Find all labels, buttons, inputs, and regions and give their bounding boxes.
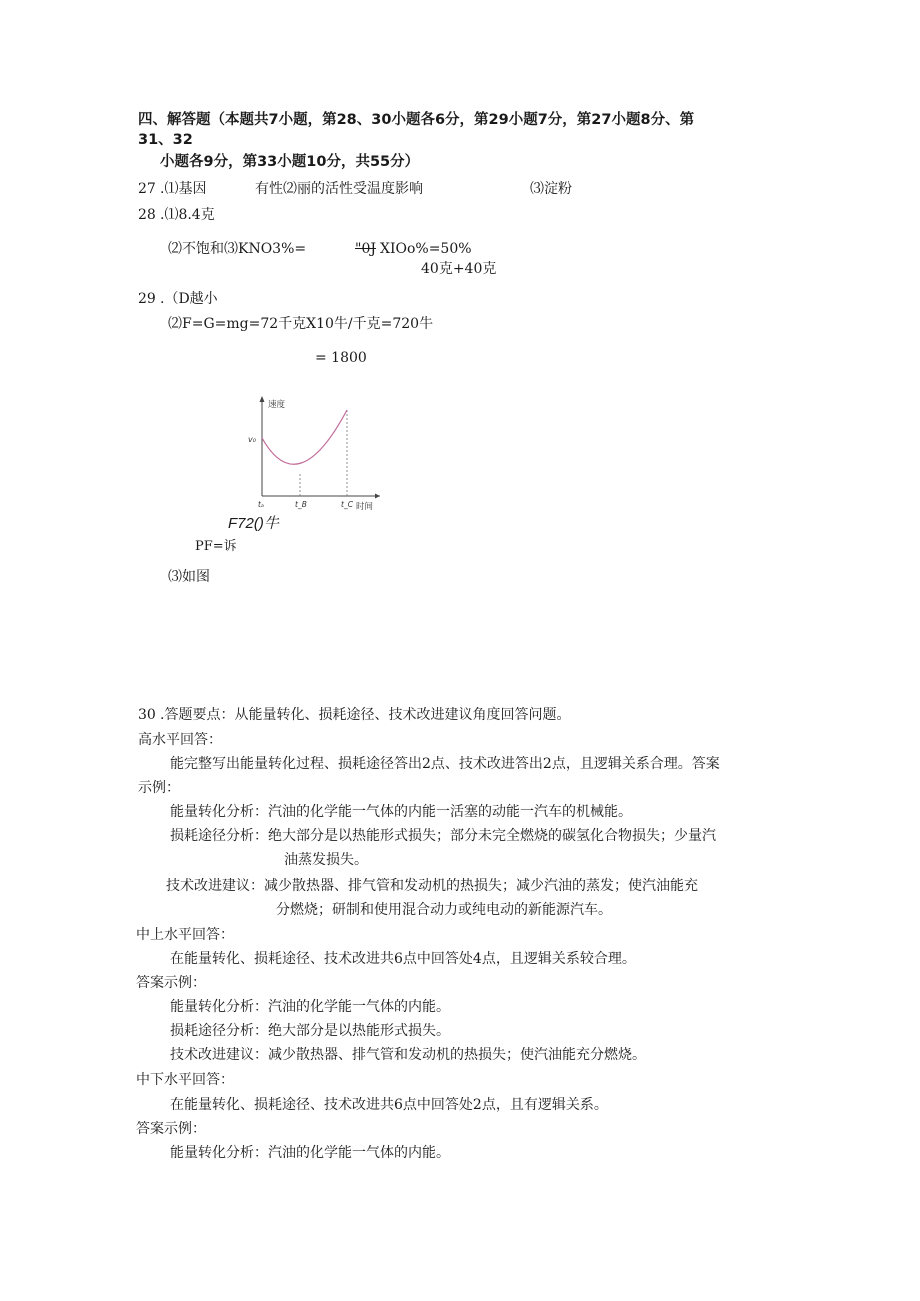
q30-high-loss-2: 油蒸发损失。 — [284, 852, 368, 868]
q29-answer-1: .（D越小 — [160, 291, 218, 307]
q27-answer-2: 有性⑵丽的活性受温度影响 — [255, 181, 423, 197]
q30-mid-loss: 损耗途径分析：绝大部分是以热能形式损失。 — [170, 1023, 450, 1039]
graph-tb-label: t_B — [295, 500, 307, 509]
q30-low-energy: 能量转化分析：汽油的化学能一气体的内能。 — [170, 1145, 450, 1161]
q30-high-desc-2: 示例： — [138, 780, 180, 796]
graph-ta-label: tₐ — [258, 500, 264, 509]
y-axis-arrow — [260, 396, 265, 402]
q28-number: 28 — [138, 207, 156, 223]
q27-number: 27 — [138, 181, 156, 197]
q30-mid-title: 中上水平回答： — [136, 927, 234, 943]
graph-v0-label: v₀ — [248, 435, 256, 444]
q28-answer-3: "0J — [355, 241, 376, 257]
q30-low-desc: 在能量转化、损耗途径、技术改进共6点中回答处2点，且有逻辑关系。 — [170, 1097, 608, 1113]
q30-high-title: 高水平回答： — [138, 732, 222, 748]
q28-answer-4: XIOo%=50% — [380, 241, 472, 257]
graph-tc-label: t_C — [341, 500, 353, 509]
speed-time-graph — [244, 392, 384, 514]
q30-high-tech-1: 技术改进建议：减少散热器、排气管和发动机的热损失；减少汽油的蒸发；使汽油能充 — [166, 878, 698, 894]
q29-answer-4: F72()牛 — [228, 515, 279, 532]
q30-high-tech-2: 分燃烧；研制和使用混合动力或纯电动的新能源汽车。 — [276, 902, 612, 918]
q29-answer-2: ⑵F=G=mg=72千克X10牛/千克=720牛 — [168, 316, 434, 332]
q30-intro: .答题要点：从能量转化、损耗途径、技术改进建议角度回答问题。 — [160, 707, 571, 723]
q30-mid-example: 答案示例： — [136, 975, 206, 991]
q30-high-loss-1: 损耗途径分析：绝大部分是以热能形式损失；部分未完全燃烧的碳氢化合物损失；少量汽 — [170, 828, 716, 844]
graph-xlabel: 时间 — [356, 502, 374, 512]
velocity-curve — [262, 410, 347, 464]
q28-answer-1: .⑴8.4克 — [160, 207, 215, 223]
x-axis-arrow — [375, 494, 380, 499]
q30-mid-desc: 在能量转化、损耗途径、技术改进共6点中回答处4点，且逻辑关系较合理。 — [170, 951, 636, 967]
q27-answer-1: .⑴基因 — [160, 181, 207, 197]
q30-mid-energy: 能量转化分析：汽油的化学能一气体的内能。 — [170, 999, 450, 1015]
q30-number: 30 — [138, 707, 156, 723]
q29-answer-3: = 1800 — [315, 350, 367, 366]
q27-answer-3: ⑶淀粉 — [530, 181, 572, 197]
section-heading-line2: 31、32 — [138, 132, 193, 148]
q30-mid-tech: 技术改进建议：减少散热器、排气管和发动机的热损失；使汽油能充分燃烧。 — [170, 1047, 646, 1063]
q28-answer-5: 40克+40克 — [421, 261, 497, 277]
q29-answer-5: PF=诉 — [195, 539, 237, 554]
section-heading-line3: 小题各9分，第33小题10分，共55分） — [160, 154, 420, 170]
q28-answer-2: ⑵不饱和⑶KNO3%= — [168, 241, 307, 257]
q30-high-desc-1: 能完整写出能量转化过程、损耗途径答出2点、技术改进答出2点，且逻辑关系合理。答案 — [170, 756, 720, 772]
q29-answer-6: ⑶如图 — [168, 569, 210, 585]
section-heading-line1: 四、解答题（本题共7小题，第28、30小题各6分，第29小题7分，第27小题8分、第 — [138, 112, 695, 128]
q30-high-energy: 能量转化分析：汽油的化学能一气体的内能一活塞的动能一汽车的机械能。 — [170, 804, 632, 820]
q30-low-title: 中下水平回答： — [136, 1072, 234, 1088]
q30-low-example: 答案示例： — [136, 1121, 206, 1137]
graph-ylabel: 速度 — [268, 400, 286, 410]
q29-number: 29 — [138, 291, 156, 307]
